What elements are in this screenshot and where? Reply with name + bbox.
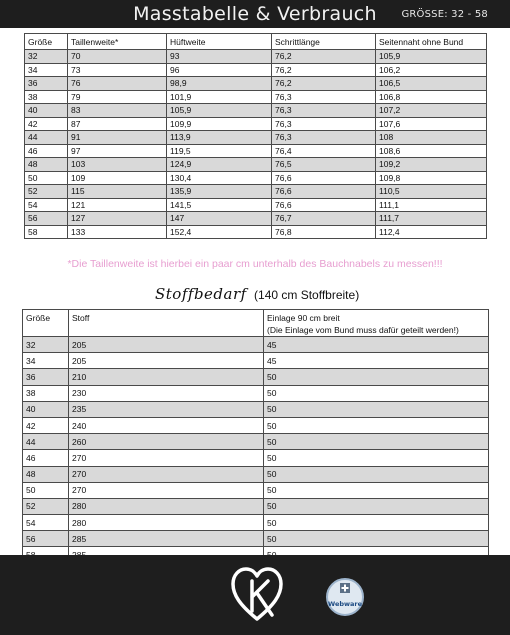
table-cell: 113,9 <box>167 131 272 145</box>
table-cell: 107,2 <box>376 104 487 118</box>
table-cell: 32 <box>23 337 69 353</box>
table-cell: 270 <box>69 450 264 466</box>
table-cell: 54 <box>23 515 69 531</box>
table-cell: 98,9 <box>167 77 272 91</box>
table-cell: 50 <box>264 369 489 385</box>
table-cell: 210 <box>69 369 264 385</box>
column-header: Hüftweite <box>167 34 272 50</box>
table-row <box>23 337 489 353</box>
table-cell: 115 <box>68 185 167 199</box>
table-cell: 112,4 <box>376 225 487 239</box>
table-cell: 235 <box>69 401 264 417</box>
table-cell: 135,9 <box>167 185 272 199</box>
table-cell: 46 <box>25 144 68 158</box>
measurement-table <box>24 33 487 239</box>
fabric-heading-suffix: (140 cm Stoffbreite) <box>254 288 360 302</box>
table-cell: 79 <box>68 90 167 104</box>
table-cell: 76,3 <box>272 104 376 118</box>
table-cell: 36 <box>23 369 69 385</box>
table-cell: 76,3 <box>272 131 376 145</box>
table-cell: 127 <box>68 212 167 226</box>
table-cell: 48 <box>23 466 69 482</box>
table-cell: 76,2 <box>272 50 376 64</box>
table-cell: 45 <box>264 353 489 369</box>
fabric-heading <box>155 285 359 303</box>
table-cell: 110,5 <box>376 185 487 199</box>
table-cell: 42 <box>23 417 69 433</box>
footer-bar <box>0 555 510 635</box>
table-cell: 230 <box>69 385 264 401</box>
table-cell: 46 <box>23 450 69 466</box>
page-title: Masstabelle & Verbrauch <box>133 3 377 25</box>
table-cell: 111,7 <box>376 212 487 226</box>
table-cell: 93 <box>167 50 272 64</box>
table-cell: 76,6 <box>272 198 376 212</box>
table-row <box>25 90 487 104</box>
table-cell: 107,6 <box>376 117 487 131</box>
table-row <box>23 498 489 514</box>
table-cell: 133 <box>68 225 167 239</box>
table-cell: 40 <box>23 401 69 417</box>
table-cell: 83 <box>68 104 167 118</box>
table-cell: 56 <box>25 212 68 226</box>
table-cell: 76 <box>68 77 167 91</box>
table-row <box>23 434 489 450</box>
table-cell: 36 <box>25 77 68 91</box>
table-cell: 109,8 <box>376 171 487 185</box>
table-cell: 76,3 <box>272 90 376 104</box>
table-cell: 50 <box>264 450 489 466</box>
table-row <box>23 482 489 498</box>
table-cell: 108,6 <box>376 144 487 158</box>
column-header: Seitennaht ohne Bund <box>376 34 487 50</box>
table-row <box>23 531 489 547</box>
table-cell: 141,5 <box>167 198 272 212</box>
table-row <box>25 225 487 239</box>
cross-icon <box>340 583 350 593</box>
table-cell: 103 <box>68 158 167 172</box>
webware-badge <box>326 578 364 616</box>
table-cell: 124,9 <box>167 158 272 172</box>
table-cell: 44 <box>23 434 69 450</box>
table-cell: 34 <box>23 353 69 369</box>
table-row <box>25 158 487 172</box>
table-cell: 48 <box>25 158 68 172</box>
table-row <box>23 369 489 385</box>
table-row <box>23 450 489 466</box>
table-cell: 50 <box>25 171 68 185</box>
table-cell: 45 <box>264 337 489 353</box>
table-row <box>25 63 487 77</box>
table-cell: 40 <box>25 104 68 118</box>
table-cell: 76,6 <box>272 185 376 199</box>
column-header: Größe <box>25 34 68 50</box>
table-cell: 76,5 <box>272 158 376 172</box>
table-cell: 285 <box>69 531 264 547</box>
table-cell: 270 <box>69 466 264 482</box>
table-row <box>25 50 487 64</box>
table-cell: 76,3 <box>272 117 376 131</box>
table-row <box>25 77 487 91</box>
table-cell: 50 <box>23 482 69 498</box>
column-header-note: (Die Einlage vom Bund muss dafür geteilt werden!) <box>267 325 459 335</box>
table-cell: 50 <box>264 417 489 433</box>
table-cell: 280 <box>69 515 264 531</box>
header-bar <box>0 0 510 28</box>
table-cell: 54 <box>25 198 68 212</box>
table-cell: 147 <box>167 212 272 226</box>
heart-k-logo-icon <box>230 565 284 623</box>
column-header: Stoff <box>69 310 264 337</box>
table-cell: 152,4 <box>167 225 272 239</box>
table-cell: 34 <box>25 63 68 77</box>
table-row <box>23 353 489 369</box>
table-cell: 205 <box>69 337 264 353</box>
table-cell: 109 <box>68 171 167 185</box>
table-cell: 58 <box>25 225 68 239</box>
table-cell: 76,4 <box>272 144 376 158</box>
table-cell: 91 <box>68 131 167 145</box>
table-cell: 70 <box>68 50 167 64</box>
table-cell: 50 <box>264 498 489 514</box>
table-row <box>25 212 487 226</box>
size-range: GRÖSSE: 32 - 58 <box>401 9 488 20</box>
table-cell: 38 <box>23 385 69 401</box>
table-cell: 270 <box>69 482 264 498</box>
table-cell: 44 <box>25 131 68 145</box>
table-row <box>23 417 489 433</box>
table-cell: 76,8 <box>272 225 376 239</box>
column-header: Größe <box>23 310 69 337</box>
table-cell: 121 <box>68 198 167 212</box>
table-row <box>23 385 489 401</box>
table-cell: 101,9 <box>167 90 272 104</box>
webware-label: Webware <box>328 600 363 608</box>
table-row <box>23 515 489 531</box>
table-cell: 76,2 <box>272 77 376 91</box>
table-cell: 240 <box>69 417 264 433</box>
table-cell: 96 <box>167 63 272 77</box>
waist-footnote: *Die Taillenweite ist hierbei ein paar cm unterhalb des Bauchnabels zu messen!!! <box>67 258 443 270</box>
table-cell: 52 <box>23 498 69 514</box>
table-row <box>25 117 487 131</box>
table-cell: 87 <box>68 117 167 131</box>
table-cell: 50 <box>264 515 489 531</box>
table-cell: 52 <box>25 185 68 199</box>
table-header-row <box>23 310 489 337</box>
column-header: Taillenweite* <box>68 34 167 50</box>
table-cell: 106,5 <box>376 77 487 91</box>
table-cell: 76,7 <box>272 212 376 226</box>
table-cell: 38 <box>25 90 68 104</box>
fabric-table <box>22 309 489 564</box>
table-cell: 32 <box>25 50 68 64</box>
table-row <box>23 466 489 482</box>
column-header <box>264 310 489 337</box>
table-header-row <box>25 34 487 50</box>
table-row <box>25 104 487 118</box>
fabric-heading-script: Stoffbedarf <box>155 285 247 303</box>
table-row <box>25 171 487 185</box>
table-row <box>25 185 487 199</box>
table-cell: 111,1 <box>376 198 487 212</box>
table-cell: 119,5 <box>167 144 272 158</box>
column-header-line: Einlage 90 cm breit <box>267 313 340 323</box>
table-cell: 50 <box>264 434 489 450</box>
table-cell: 50 <box>264 401 489 417</box>
column-header: Schrittlänge <box>272 34 376 50</box>
table-cell: 50 <box>264 531 489 547</box>
table-cell: 50 <box>264 482 489 498</box>
table-cell: 205 <box>69 353 264 369</box>
table-row <box>25 198 487 212</box>
table-cell: 76,6 <box>272 171 376 185</box>
table-cell: 109,2 <box>376 158 487 172</box>
table-cell: 130,4 <box>167 171 272 185</box>
table-cell: 280 <box>69 498 264 514</box>
table-cell: 105,9 <box>167 104 272 118</box>
table-cell: 106,2 <box>376 63 487 77</box>
table-cell: 97 <box>68 144 167 158</box>
table-cell: 42 <box>25 117 68 131</box>
table-cell: 109,9 <box>167 117 272 131</box>
table-cell: 260 <box>69 434 264 450</box>
table-cell: 73 <box>68 63 167 77</box>
table-row <box>25 131 487 145</box>
table-cell: 105,9 <box>376 50 487 64</box>
table-row <box>25 144 487 158</box>
table-cell: 108 <box>376 131 487 145</box>
table-cell: 50 <box>264 466 489 482</box>
table-row <box>23 401 489 417</box>
table-cell: 76,2 <box>272 63 376 77</box>
table-cell: 106,8 <box>376 90 487 104</box>
table-cell: 50 <box>264 385 489 401</box>
table-cell: 56 <box>23 531 69 547</box>
